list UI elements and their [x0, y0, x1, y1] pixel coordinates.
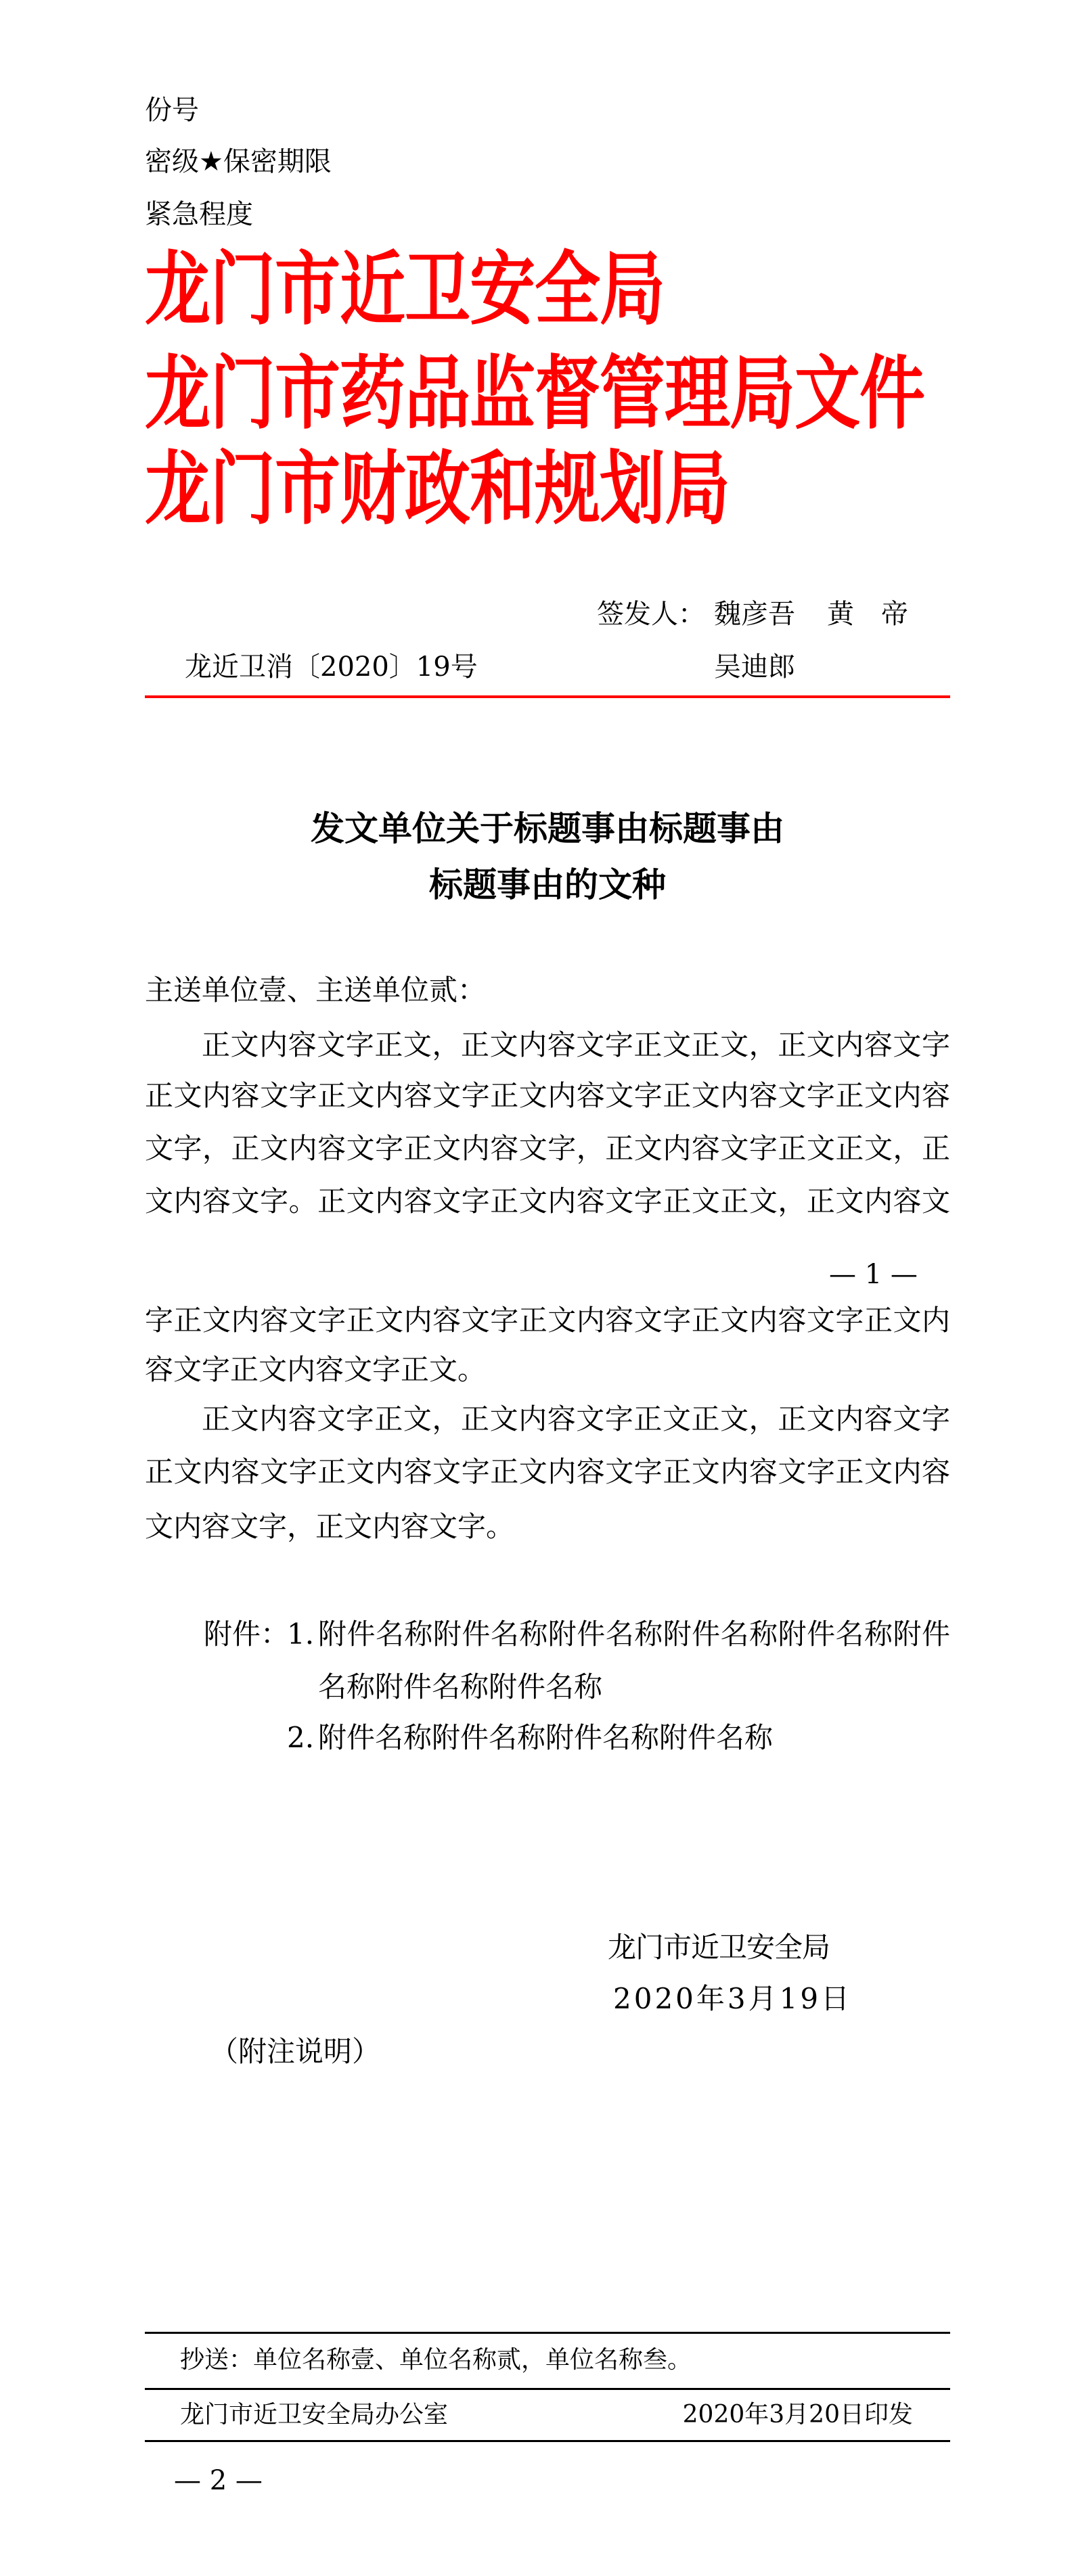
signature-org: 龙门市近卫安全局 [608, 1931, 830, 1964]
body-line: 正文内容文字正文内容文字正文内容文字正文内容文字正文内容 [145, 1079, 950, 1112]
signer-3: 吴迪郎 [714, 651, 795, 683]
body-line: 正文内容文字正文内容文字正文内容文字正文内容文字正文内容 [145, 1455, 950, 1488]
doc-title-line-2: 标题事由的文种 [429, 865, 666, 904]
page-number-1: — 1 — [829, 1259, 918, 1290]
footer-rule-middle [145, 2388, 950, 2390]
body-line: 容文字正文内容文字正文。 [145, 1353, 487, 1386]
signers-label: 签发人： [597, 599, 705, 630]
body-line: 文内容文字，正文内容文字。 [145, 1510, 515, 1543]
signer-1: 魏彦吾 [714, 599, 795, 630]
signer-2: 黄 帝 [827, 599, 908, 630]
page-number-2: — 2 — [174, 2465, 263, 2496]
note: （附注说明） [210, 2035, 381, 2068]
urgency: 紧急程度 [145, 199, 253, 230]
attachment-2-number: 2. [287, 1721, 315, 1754]
footer-rule-top [145, 2332, 950, 2334]
body-line: 正文内容文字正文，正文内容文字正文正文，正文内容文字 [202, 1028, 950, 1061]
attachment-1-name-cont[interactable]: 名称附件名称附件名称 [318, 1670, 603, 1703]
attachment-1-name[interactable]: 附件名称附件名称附件名称附件名称附件名称附件 [318, 1617, 950, 1651]
doc-title-line-1: 发文单位关于标题事由标题事由 [311, 808, 784, 848]
signature-date: 2020年3月19日 [613, 1982, 853, 2015]
body-line: 文字，正文内容文字正文内容文字，正文内容文字正文正文，正 [145, 1132, 950, 1165]
document-number: 龙近卫消〔2020〕19号 [185, 651, 478, 683]
classification: 密级★保密期限 [145, 146, 332, 177]
issuer-1: 龙门市近卫安全局 [145, 242, 665, 336]
footer-rule-bottom [145, 2440, 950, 2442]
body-line: 字正文内容文字正文内容文字正文内容文字正文内容文字正文内 [145, 1304, 950, 1337]
cc-list: 抄送：单位名称壹、单位名称贰，单位名称叁。 [180, 2346, 692, 2374]
attachment-2-name[interactable]: 附件名称附件名称附件名称附件名称 [318, 1721, 774, 1754]
issuer-3: 龙门市财政和规划局 [145, 441, 730, 536]
recipients: 主送单位壹、主送单位贰： [145, 973, 487, 1007]
attachments-label: 附件： [204, 1617, 290, 1651]
printer-office: 龙门市近卫安全局办公室 [180, 2401, 449, 2429]
print-date: 2020年3月20日印发 [682, 2401, 913, 2429]
body-line: 正文内容文字正文，正文内容文字正文正文，正文内容文字 [202, 1402, 950, 1435]
copy-number: 份号 [145, 95, 199, 126]
attachment-1-number: 1. [287, 1617, 315, 1651]
body-line: 文内容文字。正文内容文字正文内容文字正文正文，正文内容文 [145, 1184, 950, 1218]
issuer-2: 龙门市药品监督管理局文件 [145, 346, 924, 440]
red-divider [145, 695, 950, 698]
